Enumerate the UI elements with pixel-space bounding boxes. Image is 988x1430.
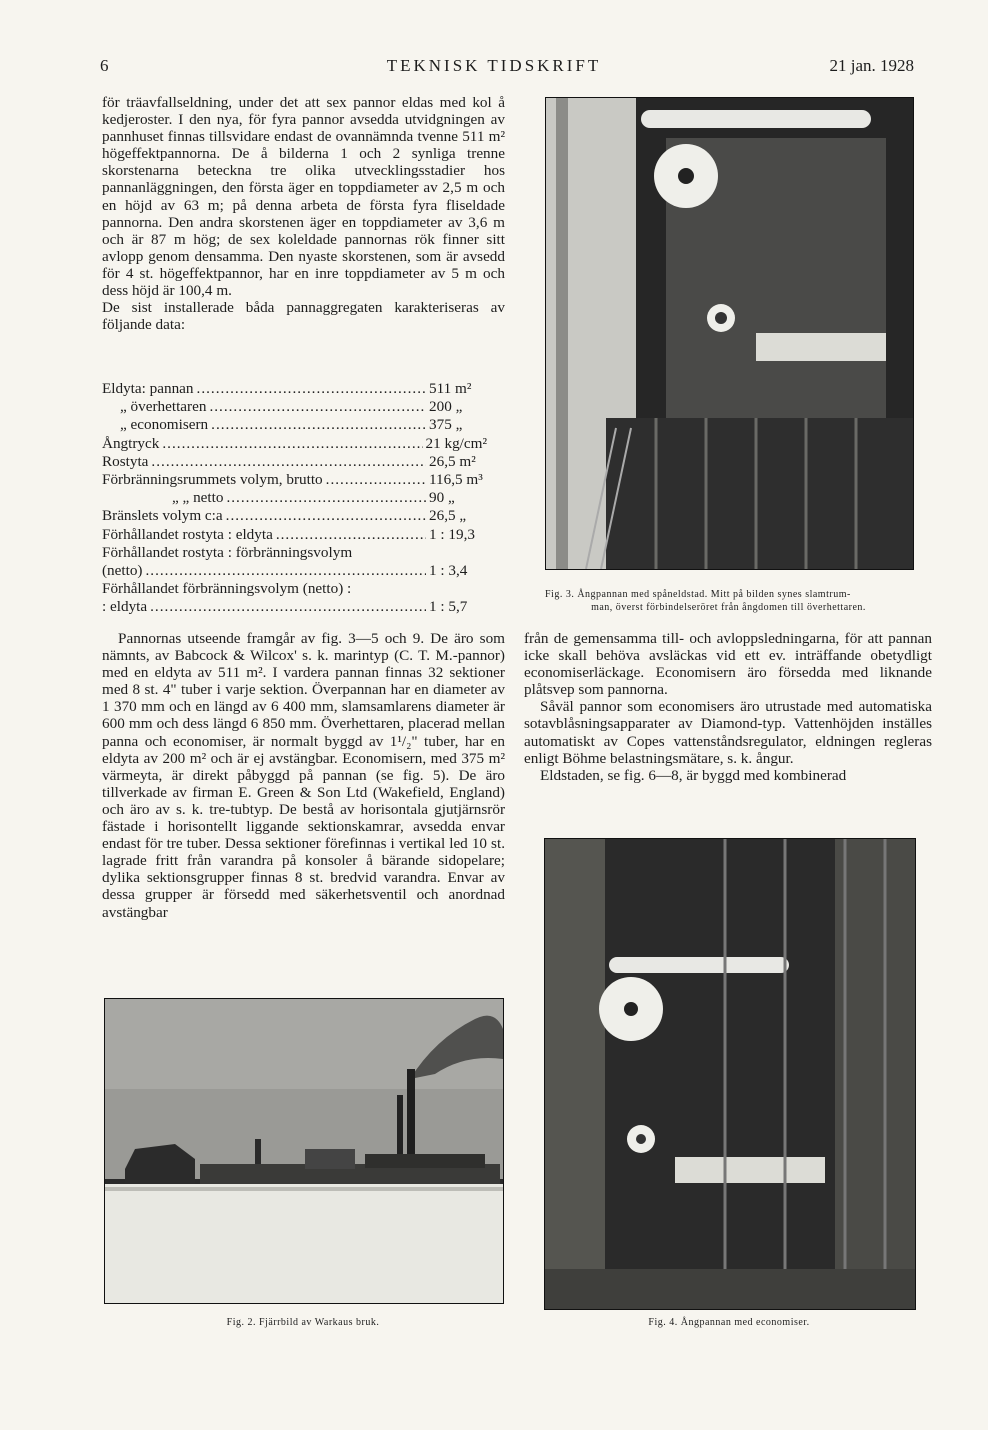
row-value: 375 „ — [429, 416, 463, 434]
row-label: Förhållandet rostyta : eldyta — [102, 525, 273, 543]
row-value: 90 „ — [429, 489, 455, 507]
table-row — [102, 507, 487, 525]
left-column-top — [102, 94, 505, 333]
table-row — [102, 598, 487, 616]
row-label: Bränslets volym c:a — [102, 507, 223, 525]
row-label: „ överhettaren — [120, 398, 207, 416]
row-value: 26,5 m² — [429, 452, 476, 470]
table-row — [102, 380, 487, 398]
right-column-text — [524, 630, 932, 784]
table-row — [102, 471, 487, 489]
issue-date: 21 jan. 1928 — [829, 56, 914, 75]
paragraph: De sist installerade båda pannaggregaten karakteriseras av följande data: — [102, 299, 505, 334]
table-row — [102, 435, 487, 453]
row-value: 26,5 „ — [429, 507, 467, 525]
paragraph: Såväl pannor som economisers äro utrustade med automatiska sotavblåsningsapparater av Diamond-typ. Vattenhöjden inställes automatiskt av Copes vattenståndsregulator, eldningen regleras enligt Böhme belastningsmätare, s. k. ångur. — [524, 698, 932, 767]
table-row — [102, 416, 487, 434]
row-label: Rostyta — [102, 452, 149, 470]
row-value: 1 : 3,4 — [429, 562, 468, 580]
row-label: : eldyta — [102, 598, 148, 616]
table-row — [102, 489, 487, 507]
row-value: 21 kg/cm² — [425, 434, 487, 452]
table-row — [102, 544, 487, 562]
fig2-warkaus-photo — [104, 998, 504, 1304]
journal-title: TEKNISK TIDSKRIFT — [386, 56, 602, 75]
page-number: 6 — [100, 56, 109, 75]
left-column-bottom — [102, 630, 505, 921]
fig4-caption: Fig. 4. Ångpannan med economiser. — [648, 1317, 810, 1328]
boiler-data-table — [102, 380, 487, 617]
row-label: Förhållandet rostyta : förbränningsvolym — [102, 543, 353, 561]
row-value: 1 : 19,3 — [429, 525, 475, 543]
table-row — [102, 562, 487, 580]
table-row — [102, 526, 487, 544]
paragraph: för träavfallseldning, under det att sex pannor eldas med kol å kedjeroster. I den nya, för fyra pannor avsedda utvidgningen av pannhuset finnas tillsvidare endast de ovannämnda tvenne 511 m² högeffektpannorna. De å bilderna 1 och 2 synliga trenne skorstenarna beteckna tre olika utvecklingsstadier hos pannanläggningen, den första äger en toppdiameter av 2,5 m och en höjd av 63 m; på denna arbeta de första fyra fliseldade pannorna. Den andra skorstenen äger en toppdiameter av 3,6 m och är 87 m hög; de sex koleldade pannornas rök finner sitt avlopp genom densamma. Den nyaste skorstenen, som är avsedd för 4 st. högeffektpannor, har en inre toppdiameter av 5 m och dess höjd är 100,4 m. — [102, 94, 505, 300]
caption-line: man, överst förbindelseröret från ångdomen till överhettaren. — [591, 602, 866, 613]
fig4-economiser-photo — [544, 838, 916, 1310]
row-label: „ economisern — [120, 416, 209, 434]
row-label: „ „ netto — [172, 489, 224, 507]
paragraph: Eldstaden, se fig. 6—8, är byggd med kombinerad — [540, 766, 847, 784]
fig2-caption: Fig. 2. Fjärrbild av Warkaus bruk. — [226, 1317, 380, 1328]
row-value: 200 „ — [429, 398, 463, 416]
paragraph: Pannornas utseende framgår av fig. 3—5 och 9. De äro som nämnts, av Babcock & Wilcox' s. k. marintyp (C. T. M.-pannor) med en eldyta av 511 m². I vardera pannan finnas 32 sektioner med 8 st. 4" tuber i varje sektion. Överpannan har en diameter av 1 370 mm och en längd av 6 400 mm, slamsamlarens diameter är 600 mm och dess längd 6 850 mm. Överhettaren, placerad mellan panna och economiser, är normalt byggd av 1¹/₂" tuber, har en eldyta av 200 m² och är ej avstängbar. Economisern, med 375 m² värmeyta, är direkt påbyggd på pannan (se fig. 5). De äro tillverkade av firman E. Green & Son Ltd (Wakefield, England) och äro av s. k. tre-tubtyp. De bestå av horisontala gjutjärnsrör fästade i horisontellt liggande sektionskamrar, avsedda envar endast för tre tuber. Dessa sektioner förefinnas i vertikal led 10 st. lagrade fritt från varandra på konsoler å bärande sidopelare; dylika sektionsgrupper finnas 8 st. bredvid varandra. Envar av dessa grupper är försedd med säkerhetsventil och anordnad avstängbar — [102, 630, 505, 921]
caption-line: Fig. 3. Ångpannan med spåneldstad. Mitt på bilden synes slamtrum- — [545, 589, 851, 600]
row-label: Förbränningsrummets volym, brutto — [102, 471, 323, 489]
row-value: 1 : 5,7 — [429, 598, 468, 616]
row-label: Eldyta: pannan — [102, 380, 194, 397]
table-row — [102, 398, 487, 416]
fig3-boiler-photo — [545, 97, 914, 570]
row-value: 116,5 m³ — [429, 471, 483, 489]
paragraph: från de gemensamma till- och avloppsledningarna, för att pannan icke skall behöva avsläckas vid ett ev. inträffande obetydligt economiserläckage. Economisern äro försedda med liknande plåtsvep som pannorna. — [524, 630, 932, 699]
fig3-caption — [545, 588, 912, 614]
table-row — [102, 580, 487, 598]
row-label: Ångtryck — [102, 434, 160, 452]
row-value: 511 m² — [429, 380, 472, 397]
table-row — [102, 453, 487, 471]
row-label: Förhållandet förbränningsvolym (netto) : — [102, 580, 352, 598]
row-label: (netto) — [102, 562, 143, 580]
